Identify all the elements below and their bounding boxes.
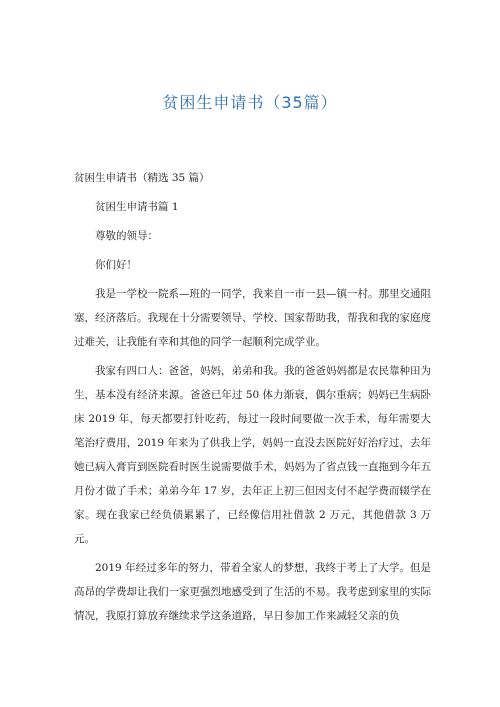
greeting: 你们好！ bbox=[95, 259, 137, 271]
section-heading: 贫困生申请书篇 1 bbox=[95, 201, 179, 213]
body-paragraph: 我家有四口人：爸爸，妈妈，弟弟和我。我的爸爸妈妈都是农民靠种田为生，基本没有经济来源。爸爸已年过 50 体力渐衰，偶尔重病；妈妈已生病卧床 2019 年，每天都要打针吃药，每过一段时间要做一次手术，每年需要大笔治疗费用，2019 年来为了供我上学，妈妈一直没去医院好好治疗过，去年她已病入膏肓到医院看时医生说需要做手术，妈妈为了省点钱一直拖到今年五月份才做了手术；弟弟今年 17 岁，去年正上初三但因支付不起学费而辍学在家。现在我家已经负债累累了，已经像信用社借款 2 万元，其他借款 3 万元。 bbox=[74, 365, 431, 545]
document-body bbox=[74, 166, 431, 628]
salutation: 尊敬的领导： bbox=[95, 230, 158, 242]
document-subtitle: 贫困生申请书（精选 35 篇） bbox=[74, 172, 210, 184]
body-paragraph: 我是一学校一院系—班的一同学，我来自一市一县—镇一村。那里交通阻塞，经济落后。我现在十分需要领导、学校、国家帮助我，帮我和我的家庭度过难关，让我能有幸和其他的同学一起顺利完成学业。 bbox=[74, 288, 431, 348]
document-title: 贫困生申请书（35篇） bbox=[162, 93, 338, 112]
body-paragraph: 2019 年经过多年的努力，带着全家人的梦想，我终于考上了大学。但是高昂的学费却让我们一家更强烈地感受到了生活的不易。我考虑到家里的实际情况，我原打算放弃继续求学这条道路，早日参加工作来减轻父亲的负 bbox=[74, 562, 431, 622]
